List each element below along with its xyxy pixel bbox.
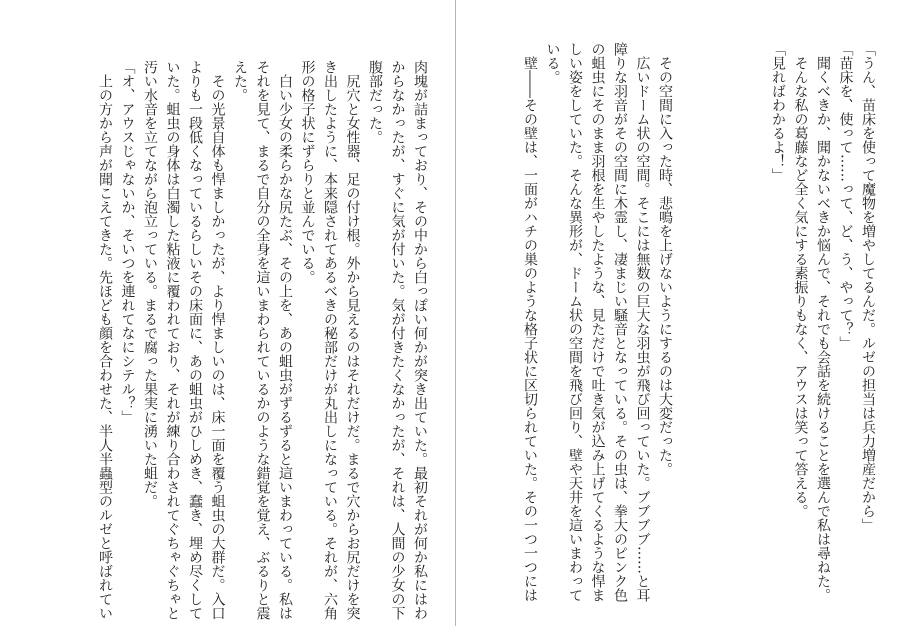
text-line: その空間に入った時、悲鳴を上げないようにするのは大変だった。 [657,56,673,476]
text-block [519,42,677,606]
text-line: の蛆虫にそのまま羽根を生やしたような、見ただけで吐き気が込み上げてくるような悍ま [589,42,606,602]
text-line: 聞くべきか、聞かないべきか悩んで、それでも会話を続けることを選んで私は尋ねた。 [815,56,831,602]
dialogue-line: 「うん、苗床を使って魔物を増やしてるんだ。ルゼの担当は兵力増産だから」 [860,42,876,532]
right-page [456,0,901,626]
text-line: き出したように、本来隠されてあるべきの秘部だけが丸出しになっている。それが、六角 [322,60,338,620]
text-line: しい姿をしていた。そんな異形が、ドーム状の空間を飛び回り、壁や天井を這いまわって [567,42,583,602]
text-line: 白い少女の柔らかな尻たぶ、その上を、あの蛆虫がずるずると這いまわっている。私は [277,74,293,620]
text-line: えた。 [232,60,248,102]
text-line: 形の格子状にずらりと並んでいる。 [299,60,316,284]
text-line: いた。蛆虫の身体は白濁した粘液に覆われており、それが練り合わされてぐちゃぐちゃと [164,60,181,620]
dialogue-line: 「苗床を、使って……って、ど、う、やって？」 [837,42,854,350]
text-line: からなかったが、すぐに気が付いた。気が付きたくなかったが、それは、人間の少女の下 [389,60,406,620]
text-line: いる。 [544,42,561,84]
text-line: その光景自体も悍ましかったが、より悍ましいのは、床一面を覆う蛆虫の大群だ。入口 [209,74,226,620]
text-line: 上の方から声が聞こえてきた。先ほども顔を合わせた、半人半蟲型のルゼと呼ばれてい [97,74,113,620]
text-line: そんな私の葛藤など全く気にする素振りもなく、アウスは笑って答える。 [792,56,809,518]
text-line: 汚い水音を立てながら泡立っている。まるで腐った果実に湧いた蛆だ。 [142,60,158,508]
text-block [767,42,880,606]
text-line: 障りな羽音がその空間に木霊し、凄まじい騒音となっている。その虫は、拳大のピンク色 [612,42,628,602]
text-line: それを見て、まるで自分の全身を這いまわられているかのような錯覚を覚え、ぶるりと震 [254,60,271,620]
text-line: よりも一段低くなっているらしいその床面に、あの蛆虫がひしめき、蠢き、埋め尽くして [187,60,203,620]
dialogue-line: 「オ、アウスじゃないか、そいつを連れてなにシテル？」 [119,60,136,424]
text-line: 尻穴と女性器、足の付け根。外から見えるのはそれだけだ。まるで穴からお尻だけを突 [344,74,361,620]
dialogue-line: 「見ればわかるよ！」 [770,42,786,182]
text-line: 広いドーム状の空間。そこには無数の巨大な羽虫が飛び回っていた。ブブブブ……と耳 [634,56,651,602]
text-block [94,60,432,624]
text-line: 肉塊が詰まっており、その中から白っぽい何かが突き出ていた。最初それが何か私にはわ [412,60,428,620]
text-line: 腹部だった。 [367,60,383,144]
text-line: 壁――その壁は、一面がハチの巣のような格子状に区切られていた。その一つ一つには [522,56,538,602]
